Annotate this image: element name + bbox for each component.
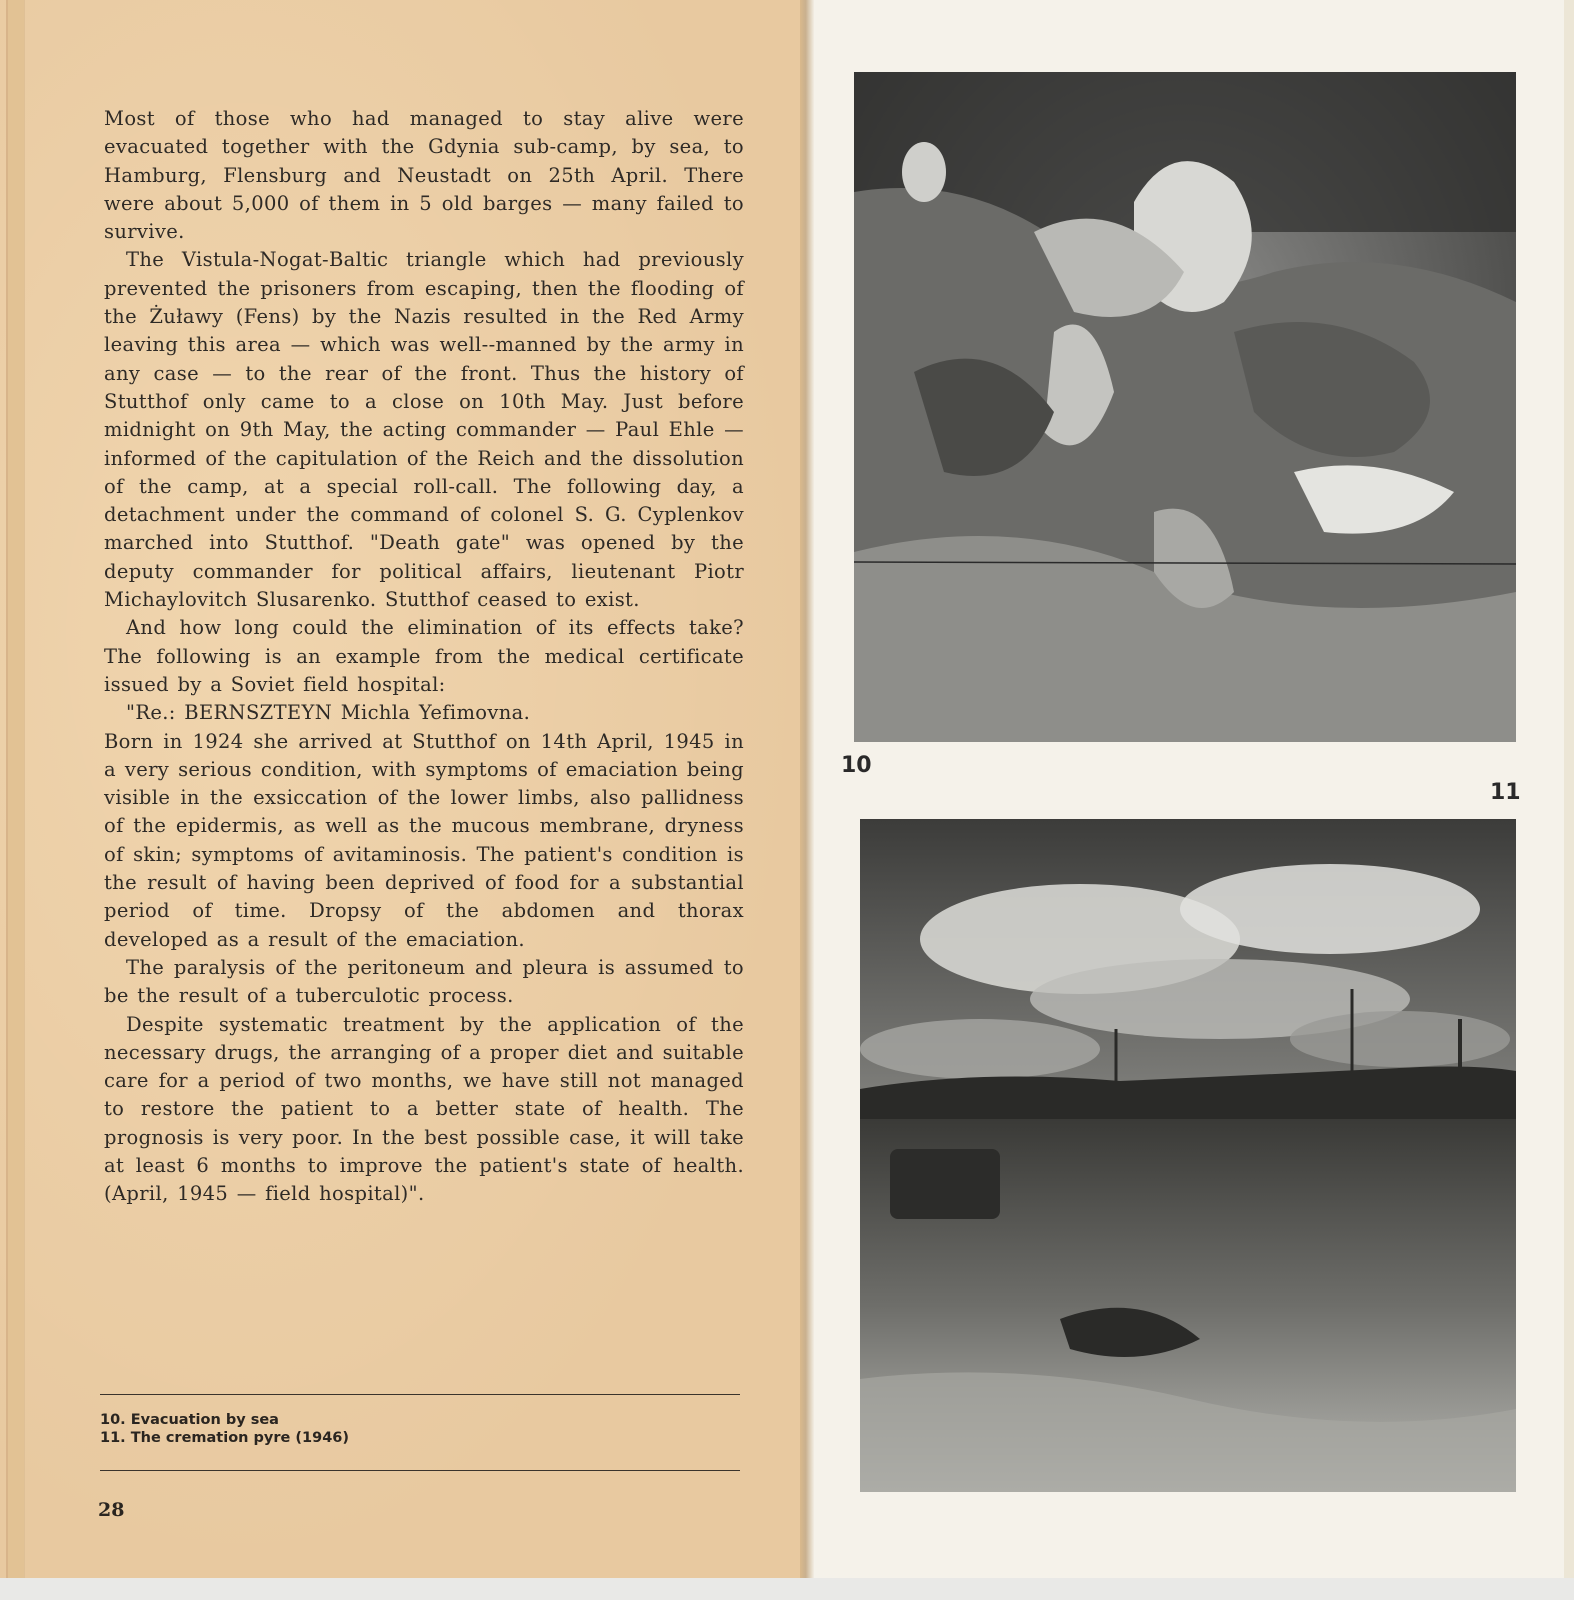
photo-evacuation-image [854, 72, 1516, 742]
caption-top-rule [100, 1394, 740, 1395]
paragraph: The Vistula-Nogat-Baltic triangle which had previously prevented the prisoners from escaping, then the flooding of the Żuławy (Fens) by the Nazis resulted in the Red Army leaving this area — which was well--manned by the army in any case — to the rear of the front. Thus the history of Stutthof only came to a close on 10th May. Just before midnight on 9th May, the acting commander — Paul Ehle — informed of the capitulation of the Reich and the dissolution of the camp, at a special roll-call. The following day, a detachment under the command of colonel S. G. Cyplenkov marched into Stutthof. "Death gate" was opened by the deputy commander for political affairs, lieutenant Piotr Michaylovitch Slusarenko. Stutthof ceased to exist. [104, 248, 744, 612]
scan-bottom-margin [0, 1578, 1574, 1600]
body-text [104, 105, 744, 1209]
right-page [814, 0, 1564, 1578]
photo-cremation-pyre [860, 819, 1516, 1492]
photo-captions [100, 1411, 740, 1447]
caption-10: 10. Evacuation by sea [100, 1412, 279, 1428]
photo-evacuation-by-sea [854, 72, 1516, 742]
photo-number-10: 10 [841, 753, 872, 778]
book-gutter [800, 0, 814, 1578]
paragraph: Despite systematic treatment by the application of the necessary drugs, the arranging of a proper diet and suitable care for a period of two months, we have still not managed to restore the patient to a better state of health. The prognosis is very poor. In the best possible case, it will take at least 6 months to improve the patient's state of health. (April, 1945 — field hospital)". [104, 1012, 744, 1206]
paragraph: Born in 1924 she arrived at Stutthof on 14th April, 1945 in a very serious condition, with symptoms of emaciation being visible in the exsiccation of the lower limbs, also pallidness of the epidermis, as well as the mucous membrane, dryness of skin; symptoms of avitaminosis. The patient's condition is the result of having been deprived of food for a substantial period of time. Dropsy of the abdomen and thorax developed as a result of the emaciation. [104, 729, 744, 951]
paragraph: "Re.: BERNSZTEYN Michla Yefimovna. [126, 701, 531, 725]
page-edge [6, 0, 25, 1578]
caption-bottom-rule [100, 1470, 740, 1471]
photo-number-11: 11 [1490, 780, 1521, 805]
paragraph: Most of those who had managed to stay alive were evacuated together with the Gdynia sub-camp, by sea, to Hamburg, Flensburg and Neustadt on 25th April. There were about 5,000 of them in 5 old barges — many failed to survive. [104, 107, 744, 244]
photo-cremation-image [860, 819, 1516, 1492]
paragraph: The paralysis of the peritoneum and pleura is assumed to be the result of a tuberculotic process. [104, 955, 744, 1008]
caption-11: 11. The cremation pyre (1946) [100, 1430, 350, 1446]
paragraph: And how long could the elimination of its effects take? The following is an example from the medical certificate issued by a Soviet field hospital: [104, 616, 744, 696]
page-number: 28 [98, 1499, 125, 1521]
